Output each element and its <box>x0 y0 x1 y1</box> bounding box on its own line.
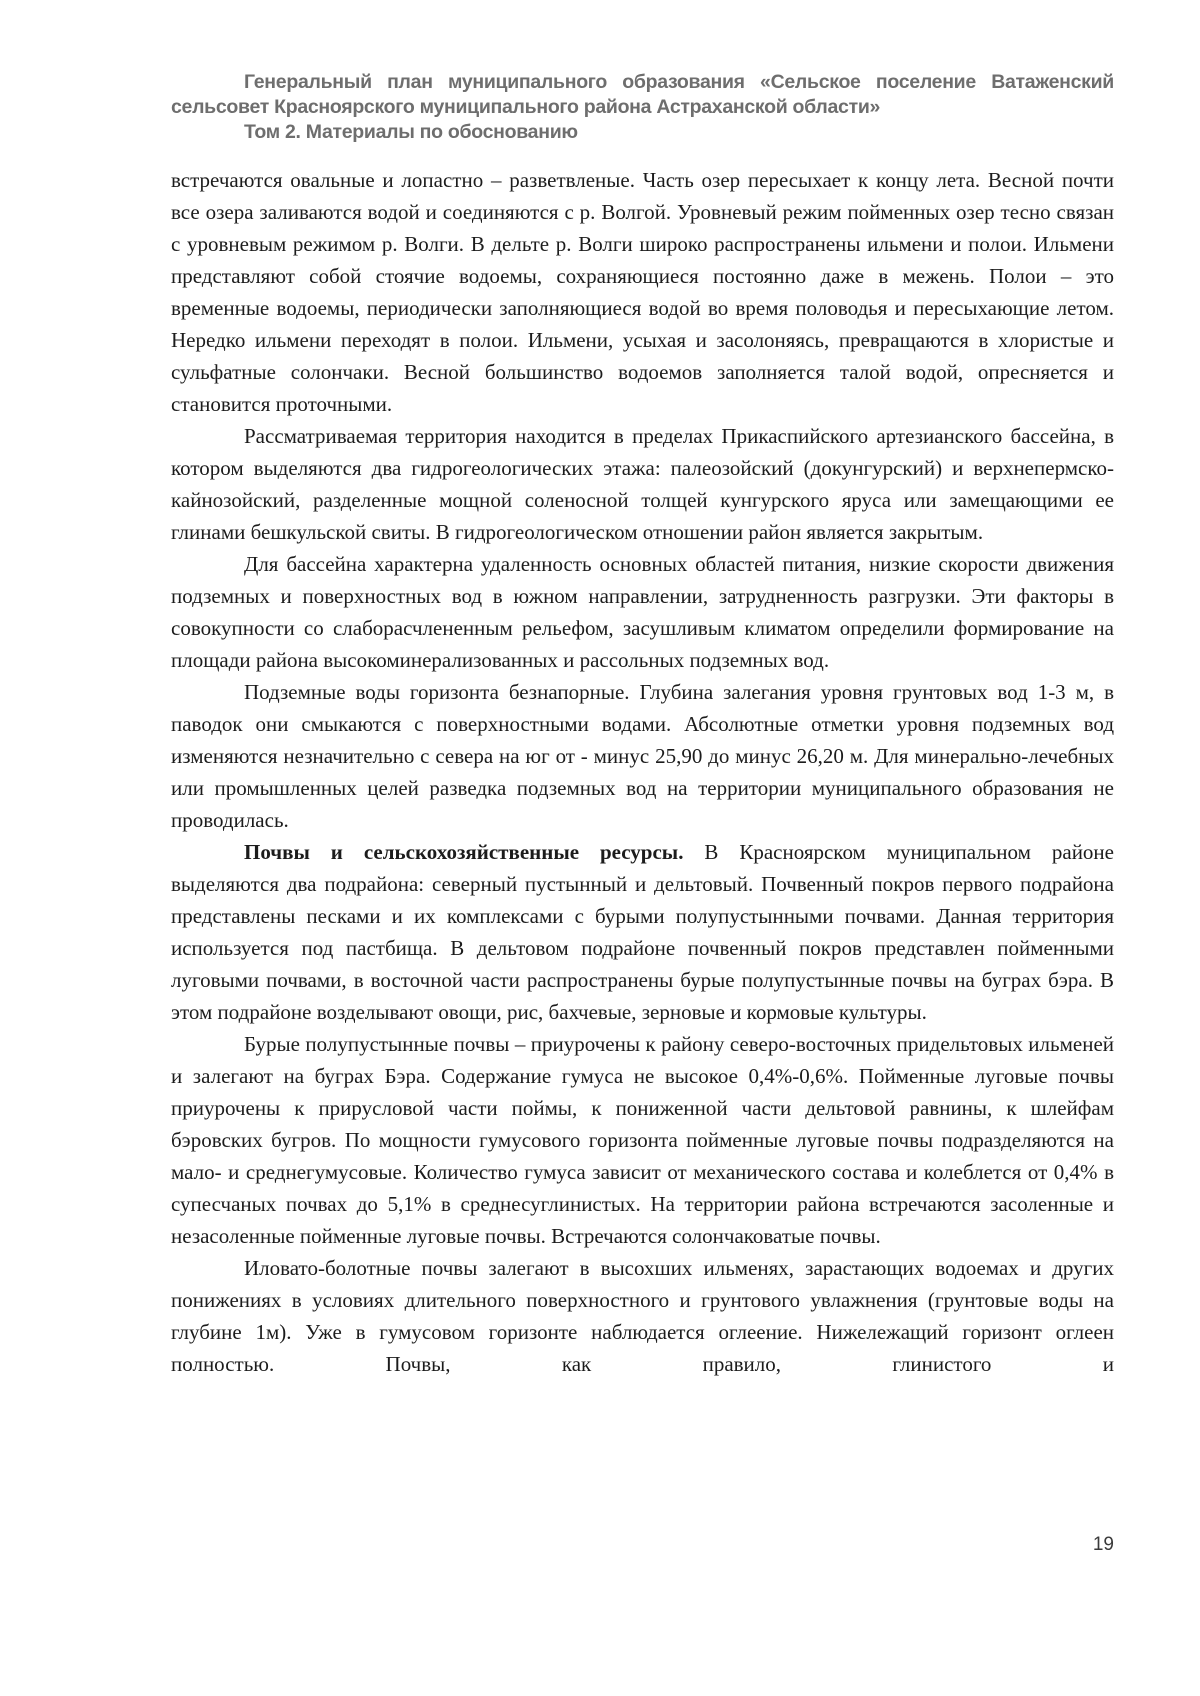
header-title: Генеральный план муниципального образования «Сельское поселение Ватаженский сельсовет Красноярского муниципального района Астраханской области» <box>171 71 1114 118</box>
paragraph-lakes: встречаются овальные и лопастно – разветвленые. Часть озер пересыхает к концу лета. Весной почти все озера заливаются водой и соединяются с р. Волгой. Уровневый режим пойменных озер тесно связан с уровневым режимом р. Волги. В дельте р. Волги широко распространены ильмени и полои. Ильмени представляют собой стоячие водоемы, сохраняющиеся постоянно даже в межень. Полои – это временные водоемы, периодически заполняющиеся водой во время половодья и пересыхающие летом. Нередко ильмени переходят в полои. Ильмени, усыхая и засолоняясь, превращаются в хлористые и сульфатные солончаки. Весной большинство водоемов заполняется талой водой, опресняется и становится проточными. <box>171 168 1114 416</box>
paragraph-groundwater: Подземные воды горизонта безнапорные. Глубина залегания уровня грунтовых вод 1-3 м, в паводок они смыкаются с поверхностными водами. Абсолютные отметки уровня подземных вод изменяются незначительно с севера на юг от - минус 25,90 до минус 26,20 м. Для минерально-лечебных или промышленных целей разведка подземных вод на территории муниципального образования не проводилась. <box>171 680 1114 832</box>
document-body <box>171 164 1114 1380</box>
soils-heading: Почвы и сельскохозяйственные ресурсы. <box>244 840 684 864</box>
header-volume: Том 2. Материалы по обоснованию <box>244 121 578 143</box>
paragraph-basin-features: Для бассейна характерна удаленность основных областей питания, низкие скорости движения подземных и поверхностных вод в южном направлении, затрудненность разгрузки. Эти факторы в совокупности со слаборасчлененным рельефом, засушливым климатом определили формирование на площади района высокоминерализованных и рассольных подземных вод. <box>171 552 1114 672</box>
paragraph-brown-soils: Бурые полупустынные почвы – приурочены к району северо-восточных придельтовых ильменей и залегают на буграх Бэра. Содержание гумуса не высокое 0,4%-0,6%. Пойменные луговые почвы приурочены к прирусловой части поймы, к пониженной части дельтовой равнины, к шлейфам бэровских бугров. По мощности гумусового горизонта пойменные луговые почвы подразделяются на мало- и среднегумусовые. Количество гумуса зависит от механического состава и колеблется от 0,4% в супесчаных почвах до 5,1% в среднесуглинистых. На территории района встречаются засоленные и незасоленные пойменные луговые почвы. Встречаются солончаковатые почвы. <box>171 1032 1114 1248</box>
soils-text: В Красноярском муниципальном районе выделяются два подрайона: северный пустынный и дельтовый. Почвенный покров первого подрайона представлены песками и их комплексами с бурыми полупустынными почвами. Данная территория используется под пастбища. В дельтовом подрайоне почвенный покров представлен пойменными луговыми почвами, в восточной части распространены бурые полупустынные почвы на буграх бэра. В этом подрайоне возделывают овощи, рис, бахчевые, зерновые и кормовые культуры. <box>171 840 1114 1024</box>
paragraph-silty-bog-soils: Иловато-болотные почвы залегают в высохших ильменях, зарастающих водоемах и других понижениях в условиях длительного поверхностного и грунтового увлажнения (грунтовые воды на глубине 1м). Уже в гумусовом горизонте наблюдается оглеение. Нижележащий горизонт оглеен полностью. Почвы, как правило, глинистого и <box>171 1256 1114 1376</box>
page-number: 19 <box>1092 1534 1114 1555</box>
running-header <box>171 70 1114 145</box>
paragraph-artesian-basin: Рассматриваемая территория находится в пределах Прикаспийского артезианского бассейна, в котором выделяются два гидрогеологических этажа: палеозойский (докунгурский) и верхнепермско-кайнозойский, разделенные мощной соленосной толщей кунгурского яруса или замещающими ее глинами бешкульской свиты. В гидрогеологическом отношении район является закрытым. <box>171 424 1114 544</box>
paragraph-soils <box>171 836 1114 1028</box>
